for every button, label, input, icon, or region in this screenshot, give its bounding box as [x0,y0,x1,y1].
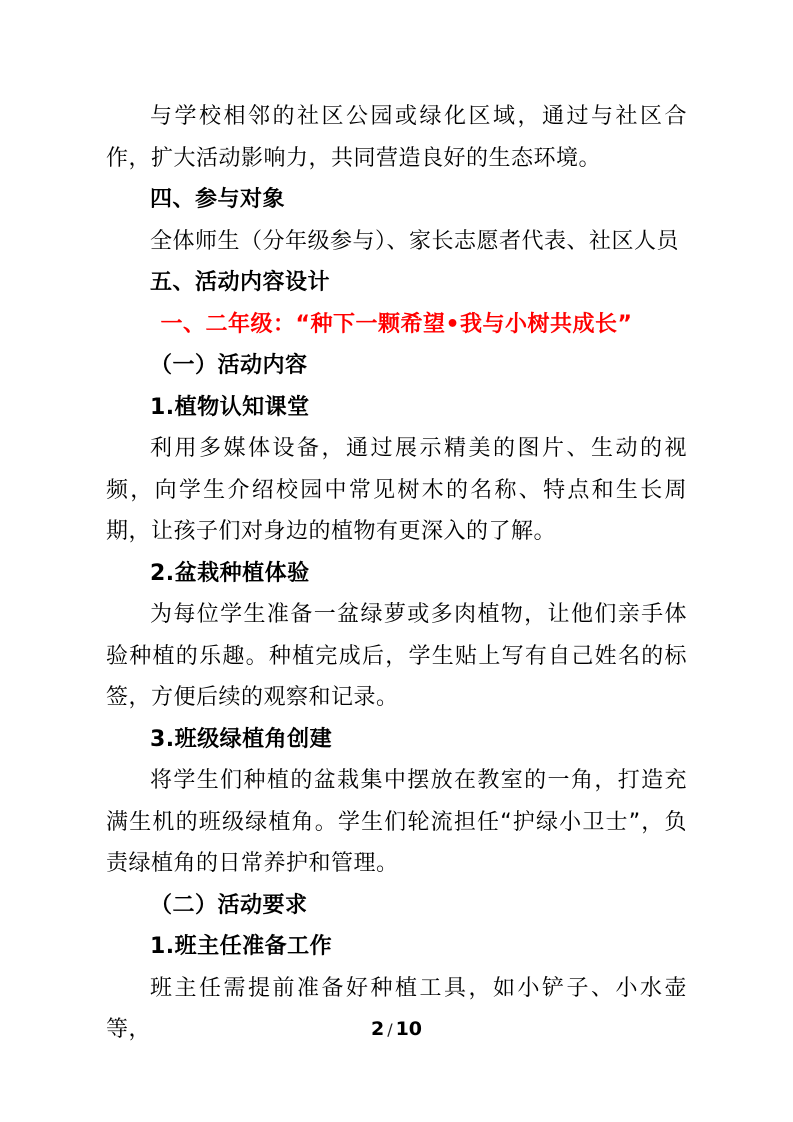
para-potted-planting: 为每位学生准备一盆绿萝或多肉植物，让他们亲手体验种植的乐趣。种植完成后，学生贴上写有自己姓名的标签，方便后续的观察和记录。 [106,602,687,710]
heading-potted-planting: 2.盆栽种植体验 [150,560,310,586]
para-participants-list: 全体师生（分年级参与）、家长志愿者代表、社区人员 [150,228,680,254]
heading-teacher-preparation: 1.班主任准备工作 [150,934,333,959]
page-number-total: 10 [395,1018,423,1040]
para-teacher-preparation: 班主任需提前准备好种植工具，如小铲子、小水壶等， [106,975,687,1042]
heading-participants: 四、参与对象 [150,187,286,212]
heading-green-corner: 3.班级绿植角创建 [150,726,333,752]
para-community-cooperation: 与学校相邻的社区公园或绿化区域，通过与社区合作，扩大活动影响力，共同营造良好的生态环境。 [106,104,687,171]
heading-activity-content: （一）活动内容 [150,353,308,378]
page-number [0,1016,793,1043]
para-plant-cognition: 利用多媒体设备，通过展示精美的图片、生动的视频，向学生介绍校园中常见树木的名称、特点和生长周期，让孩子们对身边的植物有更深入的了解。 [106,436,687,544]
page-number-current: 2 [370,1018,385,1040]
heading-activity-requirements: （二）活动要求 [150,892,308,918]
page-number-separator: / [387,1020,393,1039]
heading-grade12-theme: 一、二年级：“种下一颗希望•我与小树共成长” [160,311,633,337]
heading-activity-design: 五、活动内容设计 [150,270,331,295]
heading-plant-cognition-class: 1.植物认知课堂 [150,394,310,420]
para-green-corner: 将学生们种植的盆栽集中摆放在教室的一角，打造充满生机的班级绿植角。学生们轮流担任“护绿小卫士”，负责绿植角的日常养护和管理。 [106,768,687,876]
